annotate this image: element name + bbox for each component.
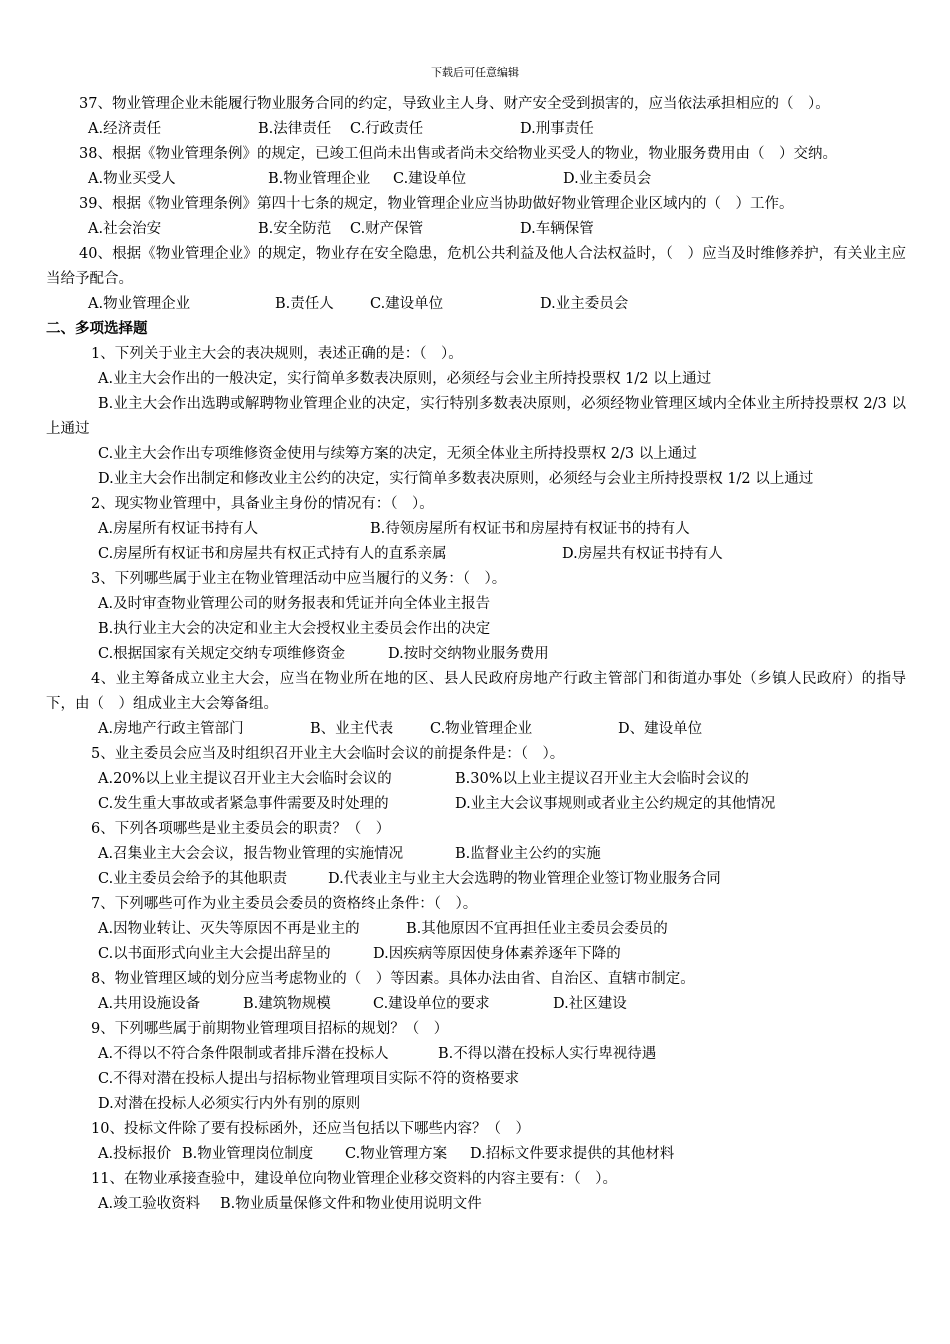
option-c: C.建设单位 [370, 296, 444, 312]
option-c: C.业主大会作出专项维修资金使用与续筹方案的决定，无须全体业主所持投票权 2/3 以上通过 [98, 446, 697, 462]
option-c: C.物业管理企业 [430, 721, 533, 737]
page-header: 下载后可任意编辑 [431, 66, 519, 79]
section-title: 二、多项选择题 [46, 321, 148, 337]
options-38 [46, 167, 906, 192]
multi-question-4: 4、业主筹备成立业主大会，应当在物业所在地的区、县人民政府房地产行政主管部门和街道办事处（乡镇人民政府）的指导下，由（ ）组成业主大会筹备组。 [46, 671, 906, 712]
options-row [46, 642, 906, 667]
option-c: C.业主委员会给予的其他职责 [98, 871, 288, 887]
option-a: A.及时审查物业管理公司的财务报表和凭证并向全体业主报告 [98, 596, 491, 612]
multi-question-3: 3、下列哪些属于业主在物业管理活动中应当履行的义务：（ ）。 [91, 571, 507, 587]
options-row [46, 792, 906, 817]
option-d: D、建设单位 [618, 721, 703, 737]
option-c: C.行政责任 [350, 121, 424, 137]
multi-question-2: 2、现实物业管理中，具备业主身份的情况有：（ ）。 [91, 496, 434, 512]
multi-question-6: 6、下列各项哪些是业主委员会的职责？（ ） [91, 821, 391, 837]
option-b: B.30%以上业主提议召开业主大会临时会议的 [455, 771, 749, 787]
option-a: A.房地产行政主管部门 [98, 721, 244, 737]
options-row [46, 917, 906, 942]
option-d: D.招标文件要求提供的其他材料 [470, 1146, 675, 1162]
option-d: D.刑事责任 [520, 121, 594, 137]
options-row [46, 867, 906, 892]
option-d: D.社区建设 [553, 996, 627, 1012]
options-40 [46, 292, 906, 317]
question-38: 38、根据《物业管理条例》的规定，已竣工但尚未出售或者尚未交给物业买受人的物业，物业服务费用由（ ）交纳。 [79, 146, 837, 162]
options-row [46, 1142, 906, 1167]
option-a: A.物业管理企业 [88, 296, 191, 312]
options-39 [46, 217, 906, 242]
multi-question-1: 1、下列关于业主大会的表决规则，表述正确的是：（ ）。 [91, 346, 463, 362]
option-d: D.业主委员会 [540, 296, 629, 312]
options-row [46, 1192, 906, 1217]
multi-question-9: 9、下列哪些属于前期物业管理项目招标的规划？（ ） [91, 1021, 449, 1037]
option-b: B.待领房屋所有权证书和房屋持有权证书的持有人 [370, 521, 690, 537]
option-a: A.投标报价 [98, 1146, 172, 1162]
option-d: D.业主委员会 [563, 171, 652, 187]
option-d: D.业主大会作出制定和修改业主公约的决定，实行简单多数表决原则，必须经与会业主所持投票权 1/2 以上通过 [98, 471, 814, 487]
multi-question-8: 8、物业管理区域的划分应当考虑物业的（ ）等因素。具体办法由省、自治区、直辖市制定。 [91, 971, 695, 987]
question-39: 39、根据《物业管理条例》第四十七条的规定，物业管理企业应当协助做好物业管理企业区域内的（ ）工作。 [79, 196, 794, 212]
option-c: C.房屋所有权证书和房屋共有权正式持有人的直系亲属 [98, 546, 447, 562]
option-c: C.根据国家有关规定交纳专项维修资金 [98, 646, 346, 662]
option-b: B.法律责任 [258, 121, 332, 137]
option-b: B.物业质量保修文件和物业使用说明文件 [220, 1196, 482, 1212]
options-row [46, 767, 906, 792]
option-b: B.不得以潜在投标人实行卑视待遇 [438, 1046, 657, 1062]
options-row [46, 942, 906, 967]
option-a: A.因物业转让、灭失等原因不再是业主的 [98, 921, 360, 937]
option-b: B、业主代表 [310, 721, 394, 737]
options-row [46, 992, 906, 1017]
multi-question-7: 7、下列哪些可作为业主委员会委员的资格终止条件：（ ）。 [91, 896, 478, 912]
option-a: A.20%以上业主提议召开业主大会临时会议的 [98, 771, 392, 787]
option-d: D.代表业主与业主大会选聘的物业管理企业签订物业服务合同 [328, 871, 721, 887]
option-b: B.物业管理企业 [268, 171, 371, 187]
option-c: C.不得对潜在投标人提出与招标物业管理项目实际不符的资格要求 [98, 1071, 520, 1087]
option-c: C.物业管理方案 [345, 1146, 448, 1162]
option-b: B.建筑物规模 [243, 996, 331, 1012]
option-c: C.财产保管 [350, 221, 424, 237]
option-c: C.建设单位 [393, 171, 467, 187]
option-b: B.执行业主大会的决定和业主大会授权业主委员会作出的决定 [98, 621, 491, 637]
option-a: A.经济责任 [88, 121, 162, 137]
option-d: D.房屋共有权证书持有人 [562, 546, 723, 562]
option-d: D.因疾病等原因使身体素养逐年下降的 [373, 946, 621, 962]
options-row [46, 517, 906, 542]
option-a: A.业主大会作出的一般决定，实行简单多数表决原则，必须经与会业主所持投票权 1/2 以上通过 [98, 371, 712, 387]
option-d: D.对潜在投标人必须实行内外有别的原则 [98, 1096, 361, 1112]
option-a: A.共用设施设备 [98, 996, 201, 1012]
question-40: 40、根据《物业管理企业》的规定，物业存在安全隐患，危机公共利益及他人合法权益时，（ ）应当及时维修养护，有关业主应当给予配合。 [46, 246, 906, 287]
multi-question-5: 5、业主委员会应当及时组织召开业主大会临时会议的前提条件是：（ ）。 [91, 746, 565, 762]
option-a: A.召集业主大会会议，报告物业管理的实施情况 [98, 846, 404, 862]
option-b: B.监督业主公约的实施 [455, 846, 601, 862]
option-b: B.责任人 [275, 296, 334, 312]
option-b: B.其他原因不宜再担任业主委员会委员的 [406, 921, 668, 937]
option-c: C.发生重大事故或者紧急事件需要及时处理的 [98, 796, 389, 812]
option-a: A.社会治安 [88, 221, 162, 237]
options-row [46, 842, 906, 867]
option-d: D.按时交纳物业服务费用 [388, 646, 549, 662]
option-d: D.业主大会议事规则或者业主公约规定的其他情况 [455, 796, 776, 812]
option-d: D.车辆保管 [520, 221, 594, 237]
question-37: 37、物业管理企业未能履行物业服务合同的约定，导致业主人身、财产安全受到损害的，应当依法承担相应的（ ）。 [79, 96, 830, 112]
option-a: A.竣工验收资料 [98, 1196, 201, 1212]
option-a: A.不得以不符合条件限制或者排斥潜在投标人 [98, 1046, 389, 1062]
option-c: C.以书面形式向业主大会提出辞呈的 [98, 946, 331, 962]
options-row [46, 1042, 906, 1067]
option-a: A.房屋所有权证书持有人 [98, 521, 259, 537]
option-a: A.物业买受人 [88, 171, 176, 187]
option-b: B.业主大会作出选聘或解聘物业管理企业的决定，实行特别多数表决原则，必须经物业管理区域内全体业主所持投票权 2/3 以上通过 [46, 396, 906, 437]
options-row [46, 717, 906, 742]
multi-question-11: 11、在物业承接查验中，建设单位向物业管理企业移交资料的内容主要有：（ ）。 [91, 1171, 617, 1187]
option-b: B.安全防范 [258, 221, 332, 237]
option-c: C.建设单位的要求 [373, 996, 490, 1012]
options-row [46, 542, 906, 567]
multi-question-10: 10、投标文件除了要有投标函外，还应当包括以下哪些内容？（ ） [91, 1121, 530, 1137]
option-b: B.物业管理岗位制度 [182, 1146, 314, 1162]
document-body [46, 92, 906, 1217]
options-37 [46, 117, 906, 142]
